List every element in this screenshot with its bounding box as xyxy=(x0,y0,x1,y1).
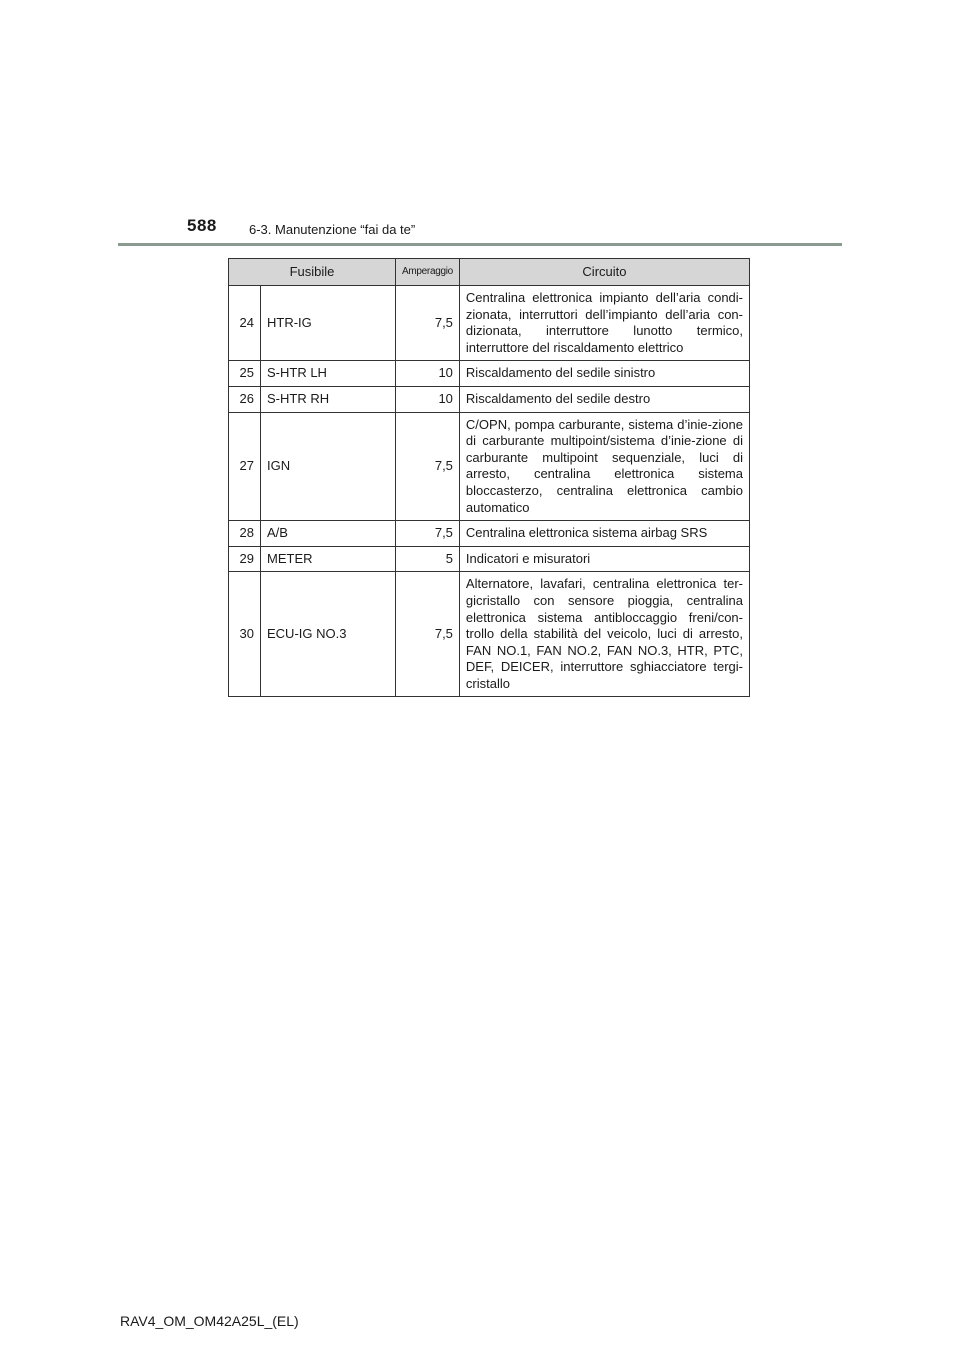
section-title: 6-3. Manutenzione “fai da te” xyxy=(249,222,416,237)
table-row xyxy=(229,412,750,521)
fuse-amperage: 7,5 xyxy=(396,286,460,361)
fuse-table xyxy=(228,258,750,697)
table-row xyxy=(229,521,750,547)
header-circuit: Circuito xyxy=(459,259,749,286)
table-header-row xyxy=(229,259,750,286)
fuse-number: 29 xyxy=(229,546,261,572)
header-rule xyxy=(118,243,842,246)
table-row xyxy=(229,361,750,387)
table-row xyxy=(229,572,750,697)
footer-document-code: RAV4_OM_OM42A25L_(EL) xyxy=(120,1313,299,1329)
header-amperage: Amperaggio xyxy=(396,259,460,286)
fuse-amperage: 10 xyxy=(396,386,460,412)
fuse-circuit: Centralina elettronica sistema airbag SRS xyxy=(459,521,749,547)
fuse-name: METER xyxy=(261,546,396,572)
fuse-name: ECU-IG NO.3 xyxy=(261,572,396,697)
table-row xyxy=(229,546,750,572)
page-number: 588 xyxy=(187,216,217,235)
fuse-name: A/B xyxy=(261,521,396,547)
fuse-circuit: C/OPN, pompa carburante, sistema d’inie-zione di carburante multipoint/sistema d’inie-zione di carburante multipoint sequenziale, luci di arresto, centralina elettronica sistema bloccasterzo, centralina elettronica cambio automatico xyxy=(459,412,749,521)
fuse-number: 28 xyxy=(229,521,261,547)
fuse-number: 30 xyxy=(229,572,261,697)
fuse-circuit: Alternatore, lavafari, centralina elettronica ter-gicristallo con sensore pioggia, centralina elettronica sistema antibloccaggio freni/con-trollo della stabilità del veicolo, luci di arresto, FAN NO.1, FAN NO.2, FAN NO.3, HTR, PTC, DEF, DEICER, interruttore sghiacciatore tergi-cristallo xyxy=(459,572,749,697)
table-row xyxy=(229,286,750,361)
fuse-circuit: Centralina elettronica impianto dell’aria condi-zionata, interruttori dell’impianto dell’aria con-dizionata, interruttore lunotto termico, interruttore del riscaldamento elettrico xyxy=(459,286,749,361)
fuse-name: S-HTR LH xyxy=(261,361,396,387)
fuse-circuit: Indicatori e misuratori xyxy=(459,546,749,572)
header-fuse: Fusibile xyxy=(229,259,396,286)
fuse-number: 25 xyxy=(229,361,261,387)
fuse-amperage: 7,5 xyxy=(396,572,460,697)
fuse-amperage: 7,5 xyxy=(396,521,460,547)
fuse-name: S-HTR RH xyxy=(261,386,396,412)
fuse-circuit: Riscaldamento del sedile sinistro xyxy=(459,361,749,387)
table-row xyxy=(229,386,750,412)
fuse-name: IGN xyxy=(261,412,396,521)
fuse-amperage: 7,5 xyxy=(396,412,460,521)
fuse-circuit: Riscaldamento del sedile destro xyxy=(459,386,749,412)
fuse-amperage: 5 xyxy=(396,546,460,572)
fuse-number: 24 xyxy=(229,286,261,361)
fuse-amperage: 10 xyxy=(396,361,460,387)
fuse-number: 27 xyxy=(229,412,261,521)
fuse-name: HTR-IG xyxy=(261,286,396,361)
fuse-number: 26 xyxy=(229,386,261,412)
